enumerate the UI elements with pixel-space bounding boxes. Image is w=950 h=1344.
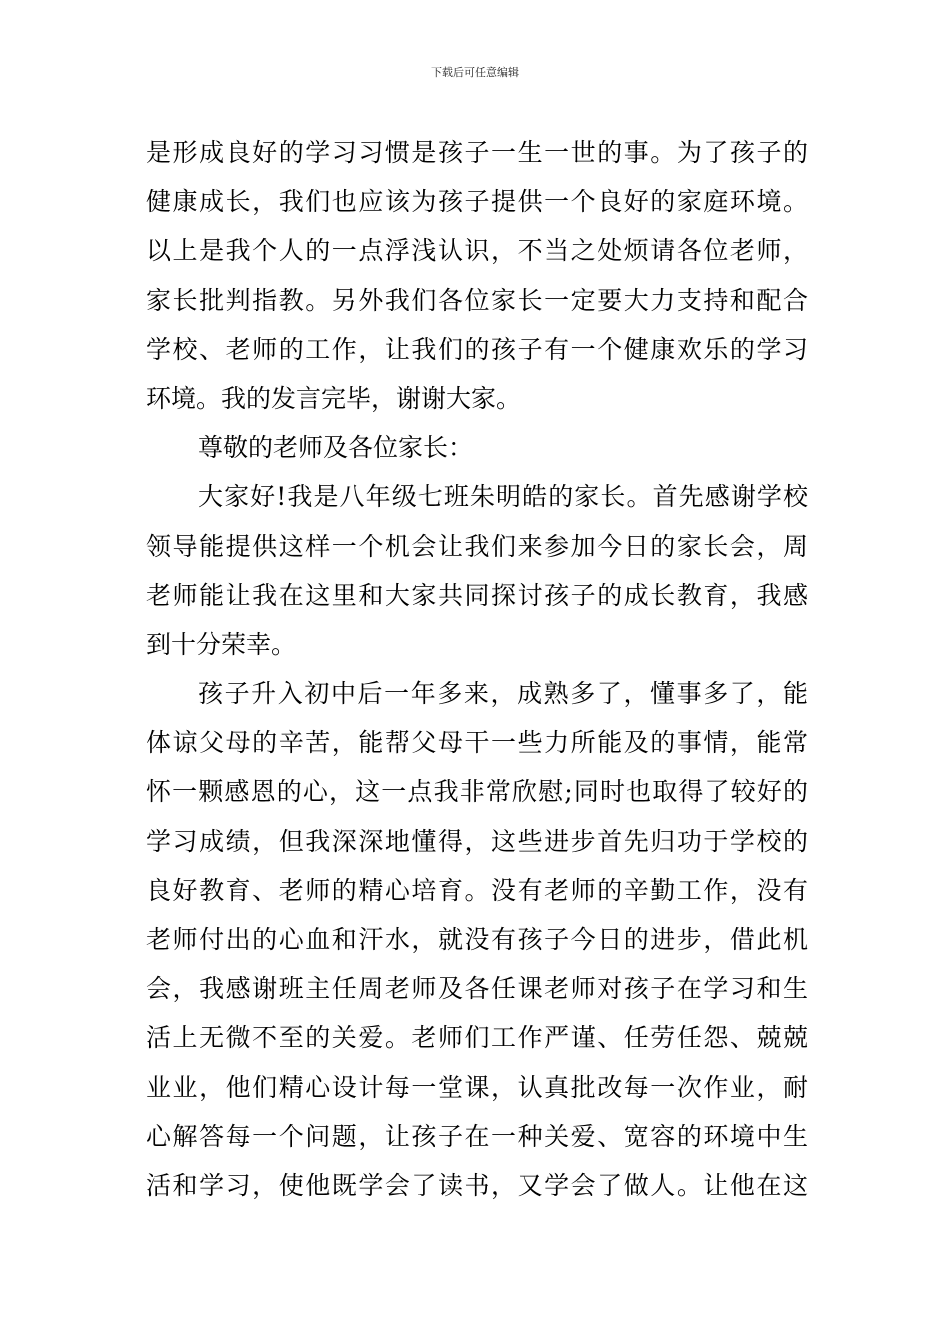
text-line: 孩子升入初中后一年多来，成熟多了，懂事多了，能	[198, 679, 808, 709]
text-line: 会，我感谢班主任周老师及各任课老师对孩子在学习和生	[146, 974, 808, 1004]
text-line: 以上是我个人的一点浮浅认识，不当之处烦请各位老师，	[146, 236, 808, 266]
text-line: 良好教育、老师的精心培育。没有老师的辛勤工作，没有	[146, 875, 808, 905]
text-line: 领导能提供这样一个机会让我们来参加今日的家长会，周	[146, 531, 808, 561]
text-line: 体谅父母的辛苦，能帮父母干一些力所能及的事情，能常	[146, 728, 808, 758]
text-line: 业业，他们精心设计每一堂课，认真批改每一次作业，耐	[146, 1072, 808, 1102]
text-line: 活上无微不至的关爱。老师们工作严谨、任劳任怨、兢兢	[146, 1023, 808, 1053]
text-line: 怀一颗感恩的心，这一点我非常欣慰;同时也取得了较好的	[146, 777, 808, 807]
text-line: 是形成良好的学习习惯是孩子一生一世的事。为了孩子的	[146, 138, 808, 167]
page-header: 下载后可任意编辑	[431, 66, 519, 79]
text-line: 学习成绩，但我深深地懂得，这些进步首先归功于学校的	[146, 826, 808, 856]
text-line: 学校、老师的工作，让我们的孩子有一个健康欢乐的学习	[146, 334, 808, 364]
text-line: 心解答每一个问题，让孩子在一种关爱、宽容的环境中生	[146, 1121, 808, 1151]
text-line: 活和学习，使他既学会了读书，又学会了做人。让他在这	[146, 1170, 808, 1200]
text-line: 家长批判指教。另外我们各位家长一定要大力支持和配合	[146, 285, 808, 315]
text-line: 到十分荣幸。	[146, 629, 297, 659]
text-line: 环境。我的发言完毕，谢谢大家。	[146, 383, 522, 413]
text-line: 尊敬的老师及各位家长：	[198, 433, 474, 463]
text-line: 老师能让我在这里和大家共同探讨孩子的成长教育，我感	[146, 580, 808, 610]
text-line: 健康成长，我们也应该为孩子提供一个良好的家庭环境。	[146, 187, 808, 217]
text-line: 老师付出的心血和汗水，就没有孩子今日的进步，借此机	[146, 925, 808, 954]
document-body	[146, 128, 808, 1210]
text-line: 大家好!我是八年级七班朱明皓的家长。首先感谢学校	[198, 482, 808, 512]
